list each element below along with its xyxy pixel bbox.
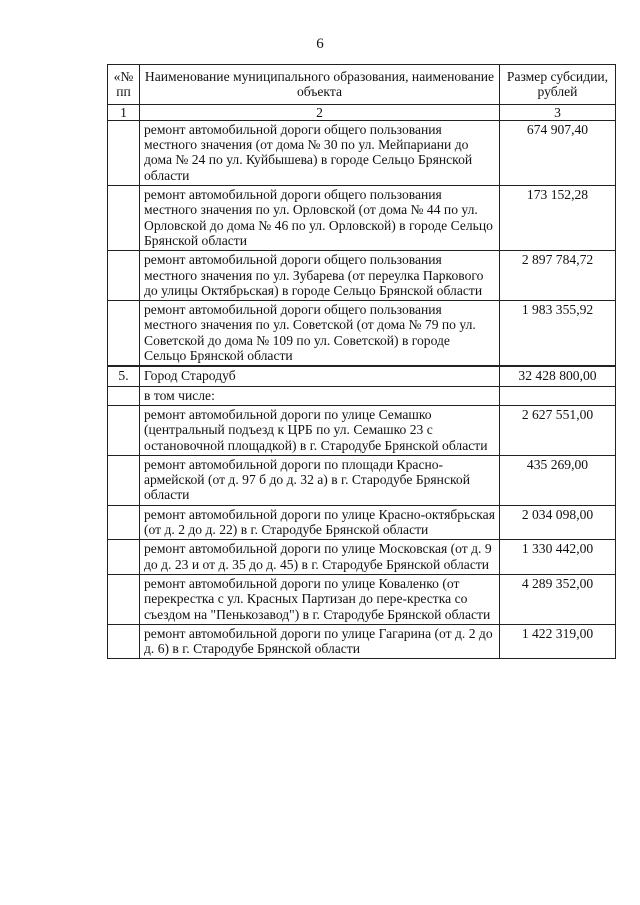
table-row <box>108 505 616 540</box>
row-amount: 2 897 784,72 <box>500 251 616 301</box>
row-amount: 674 907,40 <box>500 120 616 185</box>
row-amount: 4 289 352,00 <box>500 574 616 624</box>
row-amount: 1 422 319,00 <box>500 624 616 659</box>
table-row <box>108 251 616 301</box>
table-row <box>108 366 616 386</box>
header-number: «№ пп <box>108 65 140 105</box>
row-name: Город Стародуб <box>140 366 500 386</box>
row-amount: 1 330 442,00 <box>500 540 616 575</box>
row-number <box>108 405 140 455</box>
row-name: в том числе: <box>140 386 500 405</box>
table-row <box>108 405 616 455</box>
row-name: ремонт автомобильной дороги общего пользования местного значения (от дома № 30 по ул. Мейпариани до дома № 24 по ул. Куйбышева) в городе Сельцо Брянской области <box>140 120 500 185</box>
header-name: Наименование муниципального образования, наименование объекта <box>140 65 500 105</box>
table-row <box>108 301 616 367</box>
row-number <box>108 574 140 624</box>
row-name: ремонт автомобильной дороги по площади Красно-армейской (от д. 97 б до д. 32 а) в г. Стародубе Брянской области <box>140 455 500 505</box>
row-name: ремонт автомобильной дороги по улице Семашко (центральный подъезд к ЦРБ по ул. Семашко 23 с остановочной площадкой) в г. Стародубе Брянской области <box>140 405 500 455</box>
row-name: ремонт автомобильной дороги общего пользования местного значения по ул. Орловской (от дома № 44 по ул. Орловской до дома № 46 по ул. Орловской) в городе Сельцо Брянской области <box>140 186 500 251</box>
row-amount: 173 152,28 <box>500 186 616 251</box>
row-number <box>108 120 140 185</box>
row-amount: 32 428 800,00 <box>500 366 616 386</box>
row-amount <box>500 386 616 405</box>
page-number: 6 <box>316 36 324 52</box>
row-number <box>108 505 140 540</box>
row-amount: 435 269,00 <box>500 455 616 505</box>
row-number <box>108 251 140 301</box>
table-row <box>108 540 616 575</box>
table-header-row <box>108 65 616 105</box>
row-number <box>108 186 140 251</box>
column-number-row <box>108 104 616 120</box>
table-row <box>108 120 616 185</box>
row-amount: 2 627 551,00 <box>500 405 616 455</box>
row-name: ремонт автомобильной дороги общего пользования местного значения по ул. Зубарева (от переулка Паркового до улицы Октябрьская) в городе Сельцо Брянской области <box>140 251 500 301</box>
column-number-2: 2 <box>140 104 500 120</box>
table-row <box>108 186 616 251</box>
subsidy-table <box>107 64 616 659</box>
table-row <box>108 574 616 624</box>
table-row <box>108 624 616 659</box>
row-number <box>108 540 140 575</box>
header-amount: Размер субсидии, рублей <box>500 65 616 105</box>
row-name: ремонт автомобильной дороги по улице Московская (от д. 9 до д. 23 и от д. 35 до д. 45) в г. Стародубе Брянской области <box>140 540 500 575</box>
row-number <box>108 386 140 405</box>
column-number-3: 3 <box>500 104 616 120</box>
table-row <box>108 386 616 405</box>
table-row <box>108 455 616 505</box>
row-name: ремонт автомобильной дороги по улице Гагарина (от д. 2 до д. 6) в г. Стародубе Брянской области <box>140 624 500 659</box>
row-amount: 2 034 098,00 <box>500 505 616 540</box>
row-name: ремонт автомобильной дороги общего пользования местного значения по ул. Советской (от дома № 79 по ул. Советской до дома № 109 по ул. Советской) в городе Сельцо Брянской области <box>140 301 500 367</box>
row-number <box>108 301 140 367</box>
row-number <box>108 455 140 505</box>
column-number-1: 1 <box>108 104 140 120</box>
row-amount: 1 983 355,92 <box>500 301 616 367</box>
row-name: ремонт автомобильной дороги по улице Красно-октябрьская (от д. 2 до д. 22) в г. Стародубе Брянской области <box>140 505 500 540</box>
row-number: 5. <box>108 366 140 386</box>
row-number <box>108 624 140 659</box>
row-name: ремонт автомобильной дороги по улице Коваленко (от перекрестка с ул. Красных Партизан до пере-крестка со съездом на "Пенькозавод") в г. Стародубе Брянской области <box>140 574 500 624</box>
